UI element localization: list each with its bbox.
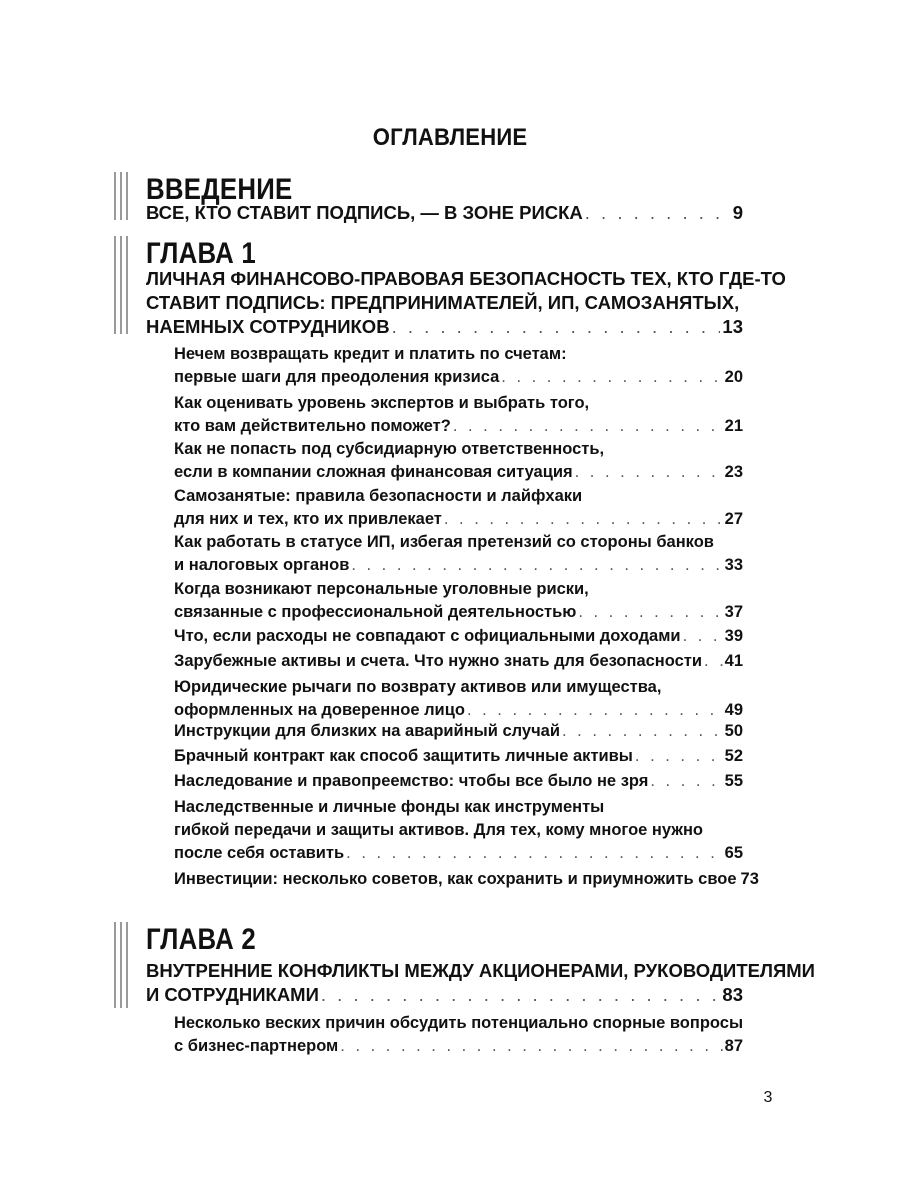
toc-item[interactable] [174, 438, 743, 484]
leader-dots [453, 415, 723, 438]
toc-entry-text: И СОТРУДНИКАМИ [146, 984, 319, 1005]
toc-item[interactable] [174, 770, 743, 793]
leader-dots [467, 699, 723, 722]
leader-dots [340, 1035, 722, 1058]
toc-item-text: первые шаги для преодоления кризиса [174, 368, 500, 386]
leader-dots [444, 508, 723, 531]
toc-item[interactable] [174, 392, 743, 438]
toc-item-page: 37 [724, 603, 743, 621]
toc-item[interactable] [174, 650, 743, 673]
page-number: 3 [763, 1089, 773, 1106]
toc-item-page: 20 [724, 368, 743, 386]
toc-item-text: Инструкции для близких на аварийный случай [174, 722, 561, 740]
leader-dots [683, 625, 723, 648]
leader-dots [635, 745, 723, 768]
leader-dots [501, 366, 722, 389]
toc-item-text: Юридические рычаги по возврату активов или имущества, [174, 678, 662, 696]
toc-item-text: если в компании сложная финансовая ситуация [174, 463, 573, 481]
toc-item-text: оформленных на доверенное лицо [174, 701, 465, 719]
toc-entry-text: ВНУТРЕННИЕ КОНФЛИКТЫ МЕЖДУ АКЦИОНЕРАМИ, РУКОВОДИТЕЛЯМИ [146, 960, 815, 981]
toc-item-text: и налоговых органов [174, 556, 350, 574]
toc-item-page: 73 [740, 870, 759, 888]
leader-dots [704, 650, 723, 673]
toc-item-text: после себя оставить [174, 844, 345, 862]
intro-heading: ВВЕДЕНИЕ [146, 173, 293, 206]
toc-item-page: 41 [724, 652, 743, 670]
toc-entry-page: 13 [722, 316, 743, 337]
toc-item-text: Наследственные и личные фонды как инструменты [174, 798, 605, 816]
toc-title: ОГЛАВЛЕНИЕ [372, 124, 528, 151]
toc-item-text: с бизнес-партнером [174, 1037, 339, 1055]
toc-item[interactable] [174, 485, 743, 531]
toc-item[interactable] [174, 676, 743, 722]
toc-entry-text: НАЕМНЫХ СОТРУДНИКОВ [146, 316, 390, 337]
toc-item-page: 65 [724, 844, 743, 862]
toc-item-text: Как не попасть под субсидиарную ответственность, [174, 440, 605, 458]
toc-item-text: гибкой передачи и защиты активов. Для тех, кому многое нужно [174, 821, 703, 839]
toc-entry-text: СТАВИТ ПОДПИСЬ: ПРЕДПРИНИМАТЕЛЕЙ, ИП, САМОЗАНЯТЫХ, [146, 292, 740, 313]
leader-dots [562, 720, 723, 743]
toc-item-text: для них и тех, кто их привлекает [174, 510, 442, 528]
toc-entry-page: 9 [732, 202, 743, 223]
toc-item[interactable] [174, 343, 743, 389]
toc-item-text: связанные с профессиональной деятельностью [174, 603, 577, 621]
toc-item-text: Брачный контракт как способ защитить личные активы [174, 747, 633, 765]
toc-item-text: Нечем возвращать кредит и платить по счетам: [174, 345, 567, 363]
toc-item-page: 21 [724, 417, 743, 435]
chapter1-heading: ГЛАВА 1 [146, 237, 257, 270]
toc-entry-page: 83 [722, 984, 743, 1005]
toc-item-text: Инвестиции: несколько советов, как сохранить и приумножить свое [174, 870, 737, 888]
toc-item-text: Как оценивать уровень экспертов и выбрать того, [174, 394, 590, 412]
toc-item-page: 87 [724, 1037, 743, 1055]
toc-entry-chapter1[interactable] [146, 267, 786, 339]
toc-item-page: 49 [724, 701, 743, 719]
toc-item-text: Как работать в статусе ИП, избегая претензий со стороны банков [174, 533, 714, 551]
toc-item[interactable] [174, 1012, 743, 1058]
toc-item-page: 50 [724, 722, 743, 740]
leader-dots [575, 461, 723, 484]
toc-entry-text: ВСЕ, КТО СТАВИТ ПОДПИСЬ, — В ЗОНЕ РИСКА [146, 202, 583, 223]
toc-item-page: 55 [724, 772, 743, 790]
toc-item-text: Наследование и правопреемство: чтобы все было не зря [174, 772, 649, 790]
toc-item[interactable] [174, 578, 743, 624]
toc-item-page: 27 [724, 510, 743, 528]
leader-dots [585, 201, 731, 225]
toc-item-page: 39 [724, 627, 743, 645]
toc-item[interactable] [174, 745, 743, 768]
toc-entry-chapter2[interactable] [146, 959, 815, 1007]
toc-item-page: 52 [724, 747, 743, 765]
toc-item[interactable] [174, 796, 743, 865]
toc-item-page: 23 [724, 463, 743, 481]
leader-dots [321, 983, 721, 1007]
leader-dots [351, 554, 722, 577]
leader-dots [392, 315, 721, 339]
leader-dots [346, 842, 722, 865]
toc-item[interactable] [174, 531, 743, 577]
chapter2-heading: ГЛАВА 2 [146, 923, 257, 956]
toc-item[interactable] [174, 720, 743, 743]
toc-item[interactable] [174, 868, 759, 891]
toc-item-text: Зарубежные активы и счета. Что нужно знать для безопасности [174, 652, 703, 670]
leader-dots [578, 601, 722, 624]
toc-item-text: Самозанятые: правила безопасности и лайфхаки [174, 487, 583, 505]
toc-item-text: Когда возникают персональные уголовные риски, [174, 580, 589, 598]
toc-item-text: кто вам действительно поможет? [174, 417, 451, 435]
toc-item-text: Несколько веских причин обсудить потенциально спорные вопросы [174, 1014, 744, 1032]
toc-item[interactable] [174, 625, 743, 648]
leader-dots [650, 770, 722, 793]
toc-item-text: Что, если расходы не совпадают с официальными доходами [174, 627, 681, 645]
toc-item-page: 33 [724, 556, 743, 574]
toc-entry-text: ЛИЧНАЯ ФИНАНСОВО-ПРАВОВАЯ БЕЗОПАСНОСТЬ ТЕХ, КТО ГДЕ-ТО [146, 268, 786, 289]
toc-entry-intro[interactable] [146, 201, 743, 225]
